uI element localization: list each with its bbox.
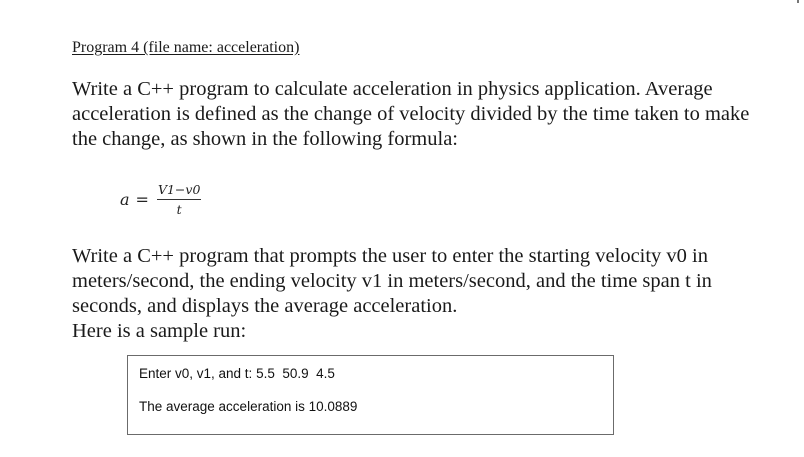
paragraph-line: Here is a sample run: xyxy=(72,320,247,342)
formula-lhs: a xyxy=(120,189,130,209)
paragraph-line: the change, as shown in the following formula: xyxy=(72,128,458,150)
formula-equals: = xyxy=(135,189,149,209)
acceleration-formula xyxy=(120,176,201,222)
sample-output-line: Enter v0, v1, and t: 5.5 50.9 4.5 xyxy=(139,366,335,381)
instructions-paragraph xyxy=(72,244,712,344)
formula-denominator: t xyxy=(176,201,182,217)
sample-output-line: The average acceleration is 10.0889 xyxy=(139,399,358,414)
program-heading: Program 4 (file name: acceleration) xyxy=(72,39,300,56)
sample-run-box xyxy=(127,355,614,435)
paragraph-line: seconds, and displays the average acceleration. xyxy=(72,295,458,317)
description-paragraph xyxy=(72,77,749,152)
page-edge-mark xyxy=(797,0,799,3)
formula-numerator: V1−v0 xyxy=(157,182,201,200)
paragraph-line: acceleration is defined as the change of velocity divided by the time taken to make xyxy=(72,103,750,125)
paragraph-line: meters/second, the ending velocity v1 in meters/second, and the time span t in xyxy=(72,270,712,292)
paragraph-line: Write a C++ program to calculate acceleration in physics application. Average xyxy=(72,78,713,100)
formula-fraction xyxy=(157,182,201,217)
paragraph-line: Write a C++ program that prompts the user to enter the starting velocity v0 in xyxy=(72,245,709,267)
